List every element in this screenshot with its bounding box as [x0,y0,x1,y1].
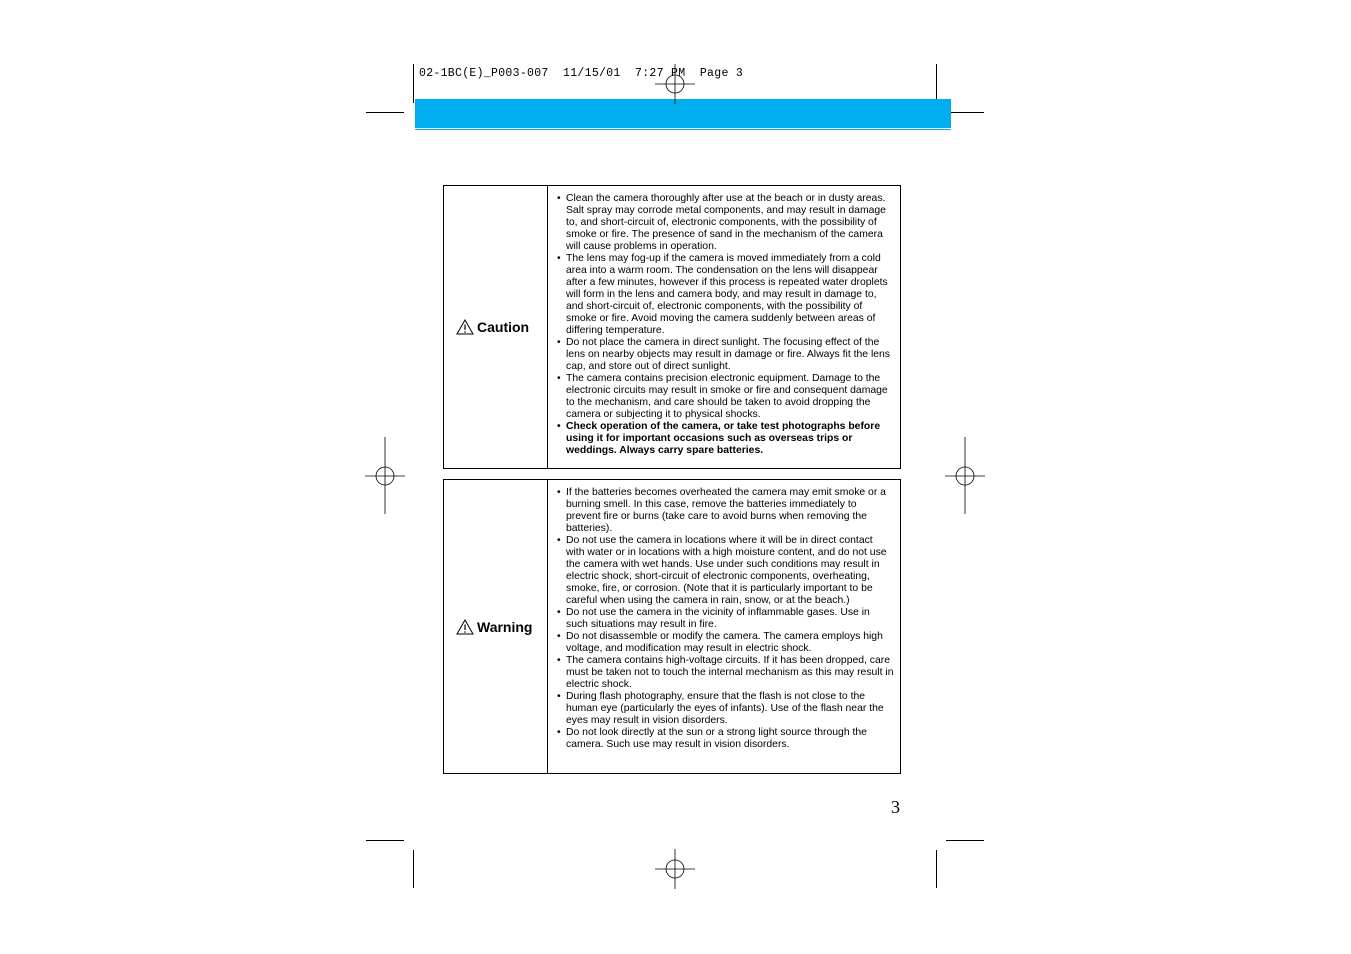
crop-mark [946,112,984,113]
caution-heading: Caution [477,319,530,335]
header-underline [415,129,951,130]
list-item: • Do not use the camera in the vicinity of inflammable gases. Use in such situations may result in fire. [557,607,894,631]
caution-label [444,186,548,468]
printer-slug: 02-1BC(E)_P003-007 11/15/01 7:27 PM Page 3 [419,67,744,80]
list-item: • Do not place the camera in direct sunlight. The focusing effect of the lens on nearby objects may result in damage or fire. Always fit the lens cap, and store out of direct sunlight. [557,337,894,373]
crop-mark [366,112,404,113]
list-item: • Clean the camera thoroughly after use at the beach or in dusty areas. Salt spray may corrode metal components, and may result in damage to, and short-circuit of, electronic components, with the possibility of smoke or fire. The presence of sand in the mechanism of the camera will cause problems in operation. [557,193,894,253]
caution-list [548,186,900,468]
crop-mark [946,840,984,841]
page-number: 3 [891,797,900,817]
crop-mark [936,850,937,888]
registration-mark-icon [655,849,695,889]
warning-triangle-icon [456,319,474,335]
list-item: • If the batteries becomes overheated the camera may emit smoke or a burning smell. In this case, remove the batteries immediately to prevent fire or burns (take care to avoid burns when removing the batteries). [557,487,894,535]
list-item: • During flash photography, ensure that the flash is not close to the human eye (particularly the eyes of infants). Use of the flash near the eyes may result in vision disorders. [557,691,894,727]
list-item: • The lens may fog-up if the camera is moved immediately from a cold area into a warm room. The condensation on the lens will disappear after a few minutes, however if this process is repeated water droplets will form in the lens and camera body, and may result in damage to, and short-circuit of, electronic components, with the possibility of smoke or fire. Avoid moving the camera suddenly between areas of differing temperature. [557,253,894,337]
list-item: • Do not look directly at the sun or a strong light source through the camera. Such use may result in vision disorders. [557,727,894,751]
list-item: • The camera contains precision electronic equipment. Damage to the electronic circuits may result in smoke or fire and consequent damage to the mechanism, and care should be taken to avoid dropping the camera or subjecting it to physical shocks. [557,373,894,421]
warning-box [443,479,901,774]
list-item: • Check operation of the camera, or take test photographs before using it for important occasions such as overseas trips or weddings. Always carry spare batteries. [557,421,894,457]
crop-mark [936,64,937,103]
registration-mark-icon [365,437,405,514]
crop-mark [413,64,414,103]
warning-heading: Warning [477,618,533,635]
caution-box [443,185,901,469]
warning-list [548,480,900,773]
registration-mark-icon [655,64,695,104]
warning-triangle-icon [456,619,474,635]
list-item: • Do not use the camera in locations where it will be in direct contact with water or in locations with a high moisture content, and do not use the camera with wet hands. Use under such conditions may result in electric shock, short-circuit of electronic components, overheating, smoke, fire, or corrosion. (Note that it is particularly important to be careful when using the camera in rain, snow, or at the beach.) [557,535,894,607]
registration-mark-icon [945,437,985,514]
crop-mark [413,850,414,888]
list-item: • The camera contains high-voltage circuits. If it has been dropped, care must be taken not to touch the internal mechanism as this may result in electric shock. [557,655,894,691]
list-item: • Do not disassemble or modify the camera. The camera employs high voltage, and modification may result in electric shock. [557,631,894,655]
crop-mark [366,840,404,841]
warning-label [444,480,548,773]
